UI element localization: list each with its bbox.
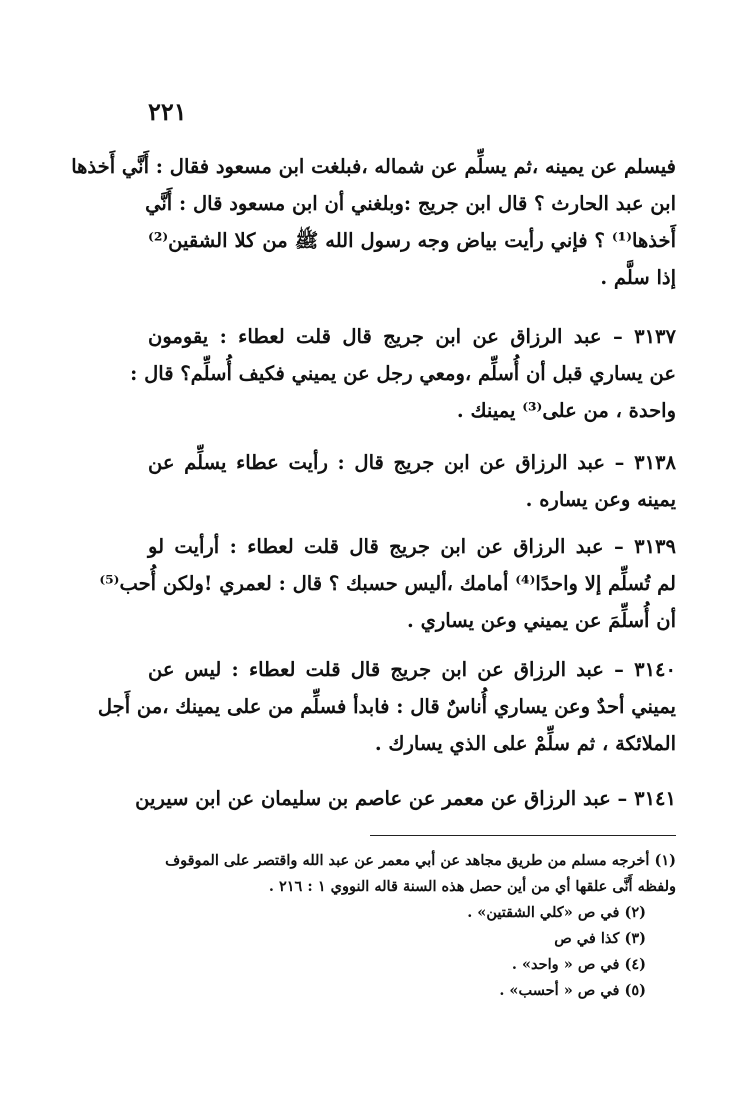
page-number: ٢٢١ [148,97,187,126]
text-line: لم تُسلِّم إلا واحدًا⁽⁴⁾ أمامك ،أليس حسبك ؟ قال : لعمري !ولكن أُحب⁽⁵⁾ [99,572,676,595]
text-line: ٣١٣٧ – عبد الرزاق عن ابن جريج قال قلت لعطاء : يقومون [148,325,676,348]
footnote-3: (٣) كذا في ص [554,930,646,947]
text-line: ٣١٤١ – عبد الرزاق عن معمر عن عاصم بن سليمان عن ابن سيرين [135,787,676,810]
text-line: أَخذها⁽¹⁾ ؟ فإني رأيت بياض وجه رسول الله ﷺ من كلا الشقين⁽²⁾ [148,229,676,252]
paragraph-3141 [135,780,676,817]
text-line: ٣١٣٨ – عبد الرزاق عن ابن جريج قال : رأيت عطاء يسلِّم عن [148,451,676,474]
text-line: الملائكة ، ثم سلِّمْ على الذي يسارك . [374,732,676,755]
text-line: ٣١٤٠ – عبد الرزاق عن ابن جريج قال قلت لعطاء : ليس عن [148,658,676,681]
footnote-divider [370,835,676,836]
paragraph-3137 [130,318,676,429]
footnote-4: (٤) في ص « واحد» . [511,956,646,973]
text-line: فيسلم عن يمينه ،ثم يسلِّم عن شماله ،فبلغت ابن مسعود فقال : أَنَّي أَخذها [71,155,676,178]
text-line: أن أُسلِّمَ عن يميني وعن يساري . [407,609,676,632]
text-line: يمينه وعن يساره . [525,488,676,511]
footnotes [148,848,676,1004]
text-line: إذا سلَّم . [600,266,676,289]
text-line: ٣١٣٩ – عبد الرزاق عن ابن جريج قال قلت لعطاء : أرأيت لو [148,535,676,558]
text-line: يميني أحدٌ وعن يساري أُناسٌ قال : فابدأ فسلِّم من على يمينك ،من أَجل [97,695,676,718]
footnote-2: (٢) في ص «كلي الشقتين» . [467,904,646,921]
paragraph-3138 [148,444,676,518]
text-line: ابن عبد الحارث ؟ قال ابن جريج :وبلغني أن ابن مسعود قال : أَنَّي [145,192,676,215]
paragraph-intro [71,148,676,296]
paragraph-3140 [97,651,676,762]
footnote-1-continued: ولفظه أَنَّى علقها أي من أين حصل هذه السنة قاله النووي ١ : ٢١٦ . [268,878,676,895]
footnote-5: (٥) في ص « أحسب» . [499,982,646,999]
text-line: واحدة ، من على⁽³⁾ يمينك . [456,399,676,422]
paragraph-3139 [99,528,676,639]
text-line: عن يساري قبل أن أُسلِّم ،ومعي رجل عن يميني فكيف أُسلِّم؟ قال : [130,362,676,385]
footnote-1: (١) أخرجه مسلم من طريق مجاهد عن أبي معمر عن عبد الله واقتصر على الموقوف [165,852,676,869]
